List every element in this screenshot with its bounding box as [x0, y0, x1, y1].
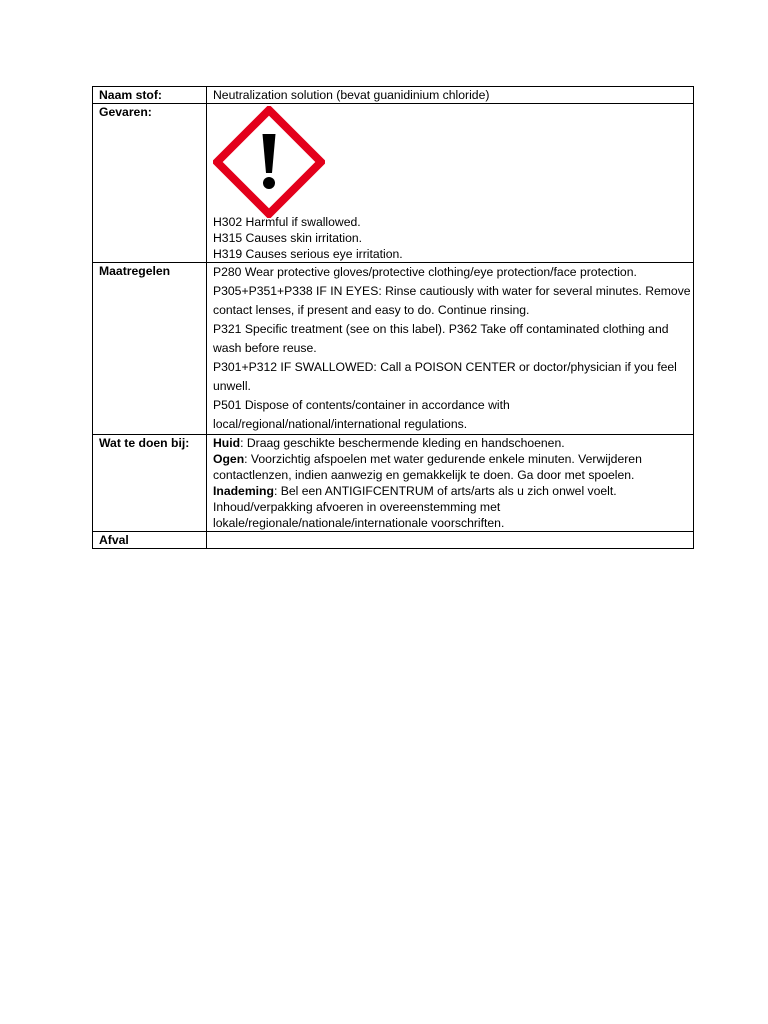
- hazard-statement: H315 Causes skin irritation.: [213, 231, 363, 245]
- precaution-statement: P501 Dispose of contents/container in accordance with local/regional/national/international regulations.: [213, 398, 510, 431]
- precaution-statement: P305+P351+P338 IF IN EYES: Rinse cautiously with water for several minutes. Remove contact lenses, if present and easy to do. Continue rinsing.: [213, 284, 691, 317]
- precaution-statement: P301+P312 IF SWALLOWED: Call a POISON CENTER or doctor/physician if you feel unwell.: [213, 360, 677, 393]
- advice-title: Inademing: [213, 484, 274, 498]
- what-to-do-row: [93, 435, 694, 532]
- advice-skin: [213, 435, 693, 451]
- advice-text: : Draag geschikte beschermende kleding en handschoenen.: [240, 436, 565, 450]
- waste-label: Afval: [93, 532, 207, 549]
- pictogram-svg: [213, 106, 325, 218]
- waste-row: [93, 532, 694, 549]
- advice-inhalation: [213, 483, 693, 499]
- exclamation-dot: [263, 177, 275, 189]
- ghs07-exclamation-mark-icon: [213, 106, 325, 218]
- precaution-statement: P321 Specific treatment (see on this label). P362 Take off contaminated clothing and wash before reuse.: [213, 322, 669, 355]
- advice-text: : Voorzichtig afspoelen met water gedurende enkele minuten. Verwijderen contactlenzen, indien aanwezig en gemakkelijk te doen. Ga door met spoelen.: [213, 452, 642, 482]
- hazard-statement: H302 Harmful if swallowed.: [213, 215, 361, 229]
- substance-name-label: Naam stof:: [93, 87, 207, 104]
- substance-name-row: [93, 87, 694, 104]
- advice-title: Ogen: [213, 452, 245, 466]
- advice-text: : Bel een ANTIGIFCENTRUM of arts/arts als u zich onwel voelt.: [273, 484, 617, 498]
- measures-row: [93, 263, 694, 435]
- what-to-do-label: Wat te doen bij:: [93, 435, 207, 532]
- substance-name-value: Neutralization solution (bevat guanidinium chloride): [207, 87, 694, 104]
- hazards-row: [93, 104, 694, 263]
- hazards-cell: [207, 104, 694, 263]
- precaution-statement: P280 Wear protective gloves/protective clothing/eye protection/face protection.: [213, 265, 637, 279]
- advice-eyes: [213, 451, 693, 483]
- hazard-statement: H319 Causes serious eye irritation.: [213, 247, 403, 261]
- safety-data-table: [92, 86, 694, 549]
- measures-label: Maatregelen: [93, 263, 207, 435]
- hazards-label: Gevaren:: [93, 104, 207, 263]
- waste-value: [207, 532, 694, 549]
- what-to-do-cell: [207, 435, 694, 532]
- disposal-note: Inhoud/verpakking afvoeren in overeenstemming met lokale/regionale/nationale/internationale voorschriften.: [213, 500, 505, 530]
- advice-title: Huid: [213, 436, 241, 450]
- measures-cell: [207, 263, 694, 435]
